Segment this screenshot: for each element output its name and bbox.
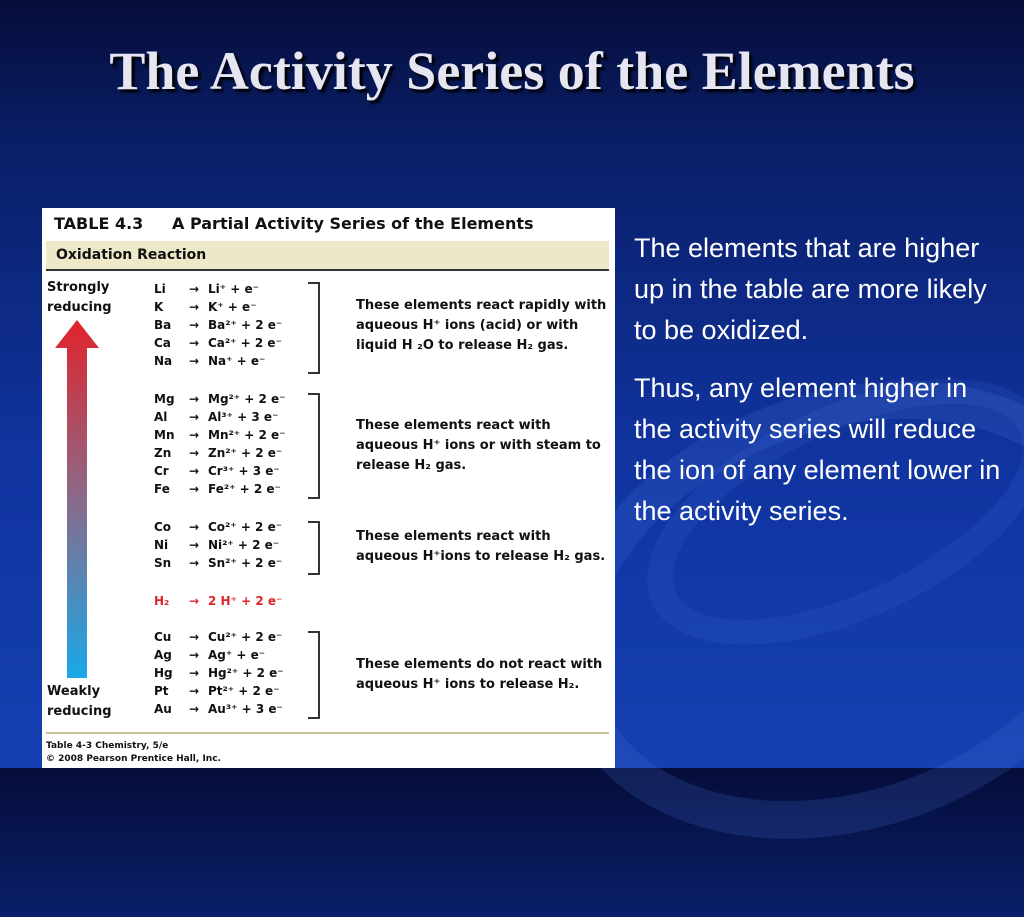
reaction-arrow-icon: →: [188, 666, 200, 680]
group-bracket: [308, 631, 320, 719]
reaction-arrow-icon: →: [188, 520, 200, 534]
group-bracket: [308, 521, 320, 575]
reaction-arrow-icon: →: [188, 300, 200, 314]
table-number: TABLE 4.3: [54, 214, 144, 233]
table-title: A Partial Activity Series of the Elements: [172, 214, 534, 233]
element-symbol: Zn: [154, 446, 172, 460]
table-footer-copyright: © 2008 Pearson Prentice Hall, Inc.: [46, 754, 221, 764]
strongly-reducing-label: Strongly reducing: [47, 280, 112, 315]
group-note: These elements react with aqueous H⁺ ions or with steam to release H₂ gas.: [356, 418, 601, 473]
reaction-products: Ba²⁺ + 2 e⁻: [208, 318, 283, 332]
element-symbol: Pt: [154, 684, 169, 698]
element-symbol: Fe: [154, 482, 170, 496]
reaction-products: K⁺ + e⁻: [208, 300, 257, 314]
reaction-arrow-icon: →: [188, 336, 200, 350]
reaction-arrow-icon: →: [188, 410, 200, 424]
reaction-products: Cr³⁺ + 3 e⁻: [208, 464, 280, 478]
element-symbol: Co: [154, 520, 172, 534]
subheader-label: Oxidation Reaction: [56, 247, 207, 263]
reaction-products: Ag⁺ + e⁻: [208, 648, 266, 662]
element-symbol: Ni: [154, 538, 169, 552]
element-symbol: K: [154, 300, 164, 314]
reaction-products: Na⁺ + e⁻: [208, 354, 266, 368]
weakly-reducing-label: Weakly reducing: [47, 684, 112, 719]
table-subheader: [46, 241, 609, 271]
explanation-paragraph-2: Thus, any element higher in the activity series will reduce the ion of any element lower in the activity series.: [634, 373, 1001, 526]
reaction-arrow-icon: →: [188, 648, 200, 662]
reaction-products: 2 H⁺ + 2 e⁻: [208, 594, 283, 608]
reaction-arrow-icon: →: [188, 556, 200, 570]
element-symbol: Cr: [154, 464, 169, 478]
element-symbol: Mg: [154, 392, 175, 406]
reaction-arrow-icon: →: [188, 464, 200, 478]
reaction-arrow-icon: →: [188, 594, 200, 608]
reaction-products: Fe²⁺ + 2 e⁻: [208, 482, 281, 496]
explanation-paragraph-1: The elements that are higher up in the table are more likely to be oxidized.: [634, 233, 987, 345]
activity-series-table: [42, 208, 615, 768]
reaction-arrow-icon: →: [188, 428, 200, 442]
slide-title: The Activity Series of the Elements: [109, 41, 915, 101]
element-symbol: Ag: [154, 648, 172, 662]
group-bracket: [308, 282, 320, 374]
element-symbol: Ba: [154, 318, 172, 332]
element-symbol: Ca: [154, 336, 171, 350]
reaction-arrow-icon: →: [188, 446, 200, 460]
reaction-products: Ca²⁺ + 2 e⁻: [208, 336, 282, 350]
explanation-text: [634, 228, 1004, 549]
reaction-arrow-icon: →: [188, 482, 200, 496]
element-symbol: Al: [154, 410, 168, 424]
reaction-products: Al³⁺ + 3 e⁻: [208, 410, 279, 424]
group-note: These elements do not react with aqueous H⁺ ions to release H₂.: [356, 657, 603, 692]
element-symbol: Hg: [154, 666, 173, 680]
reaction-products: Sn²⁺ + 2 e⁻: [208, 556, 283, 570]
reaction-arrow-icon: →: [188, 630, 200, 644]
reaction-products: Hg²⁺ + 2 e⁻: [208, 666, 284, 680]
reaction-arrow-icon: →: [188, 684, 200, 698]
reaction-arrow-icon: →: [188, 354, 200, 368]
element-symbol: Sn: [154, 556, 172, 570]
table-bottom-rule: [46, 732, 609, 734]
reaction-products: Cu²⁺ + 2 e⁻: [208, 630, 283, 644]
element-symbol: Cu: [154, 630, 172, 644]
reaction-products: Mg²⁺ + 2 e⁻: [208, 392, 286, 406]
reaction-products: Pt²⁺ + 2 e⁻: [208, 684, 280, 698]
reaction-products: Li⁺ + e⁻: [208, 282, 259, 296]
reaction-products: Ni²⁺ + 2 e⁻: [208, 538, 280, 552]
reaction-products: Mn²⁺ + 2 e⁻: [208, 428, 286, 442]
group-note: These elements react rapidly with aqueous H⁺ ions (acid) or with liquid H ₂O to release H₂ gas.: [356, 298, 607, 353]
group-note: These elements react with aqueous H⁺ions to release H₂ gas.: [356, 529, 606, 564]
element-symbol: H₂: [154, 594, 170, 608]
reaction-arrow-icon: →: [188, 392, 200, 406]
element-symbol: Au: [154, 702, 172, 716]
reaction-products: Zn²⁺ + 2 e⁻: [208, 446, 283, 460]
reaction-products: Co²⁺ + 2 e⁻: [208, 520, 283, 534]
element-symbol: Na: [154, 354, 173, 368]
reaction-arrow-icon: →: [188, 702, 200, 716]
reaction-arrow-icon: →: [188, 282, 200, 296]
group-bracket: [308, 393, 320, 499]
element-symbol: Mn: [154, 428, 175, 442]
reaction-arrow-icon: →: [188, 318, 200, 332]
reducing-strength-arrow: [55, 320, 99, 678]
table-footer-source: Table 4-3 Chemistry, 5/e: [46, 741, 169, 751]
reaction-arrow-icon: →: [188, 538, 200, 552]
reaction-products: Au³⁺ + 3 e⁻: [208, 702, 283, 716]
element-symbol: Li: [154, 282, 166, 296]
